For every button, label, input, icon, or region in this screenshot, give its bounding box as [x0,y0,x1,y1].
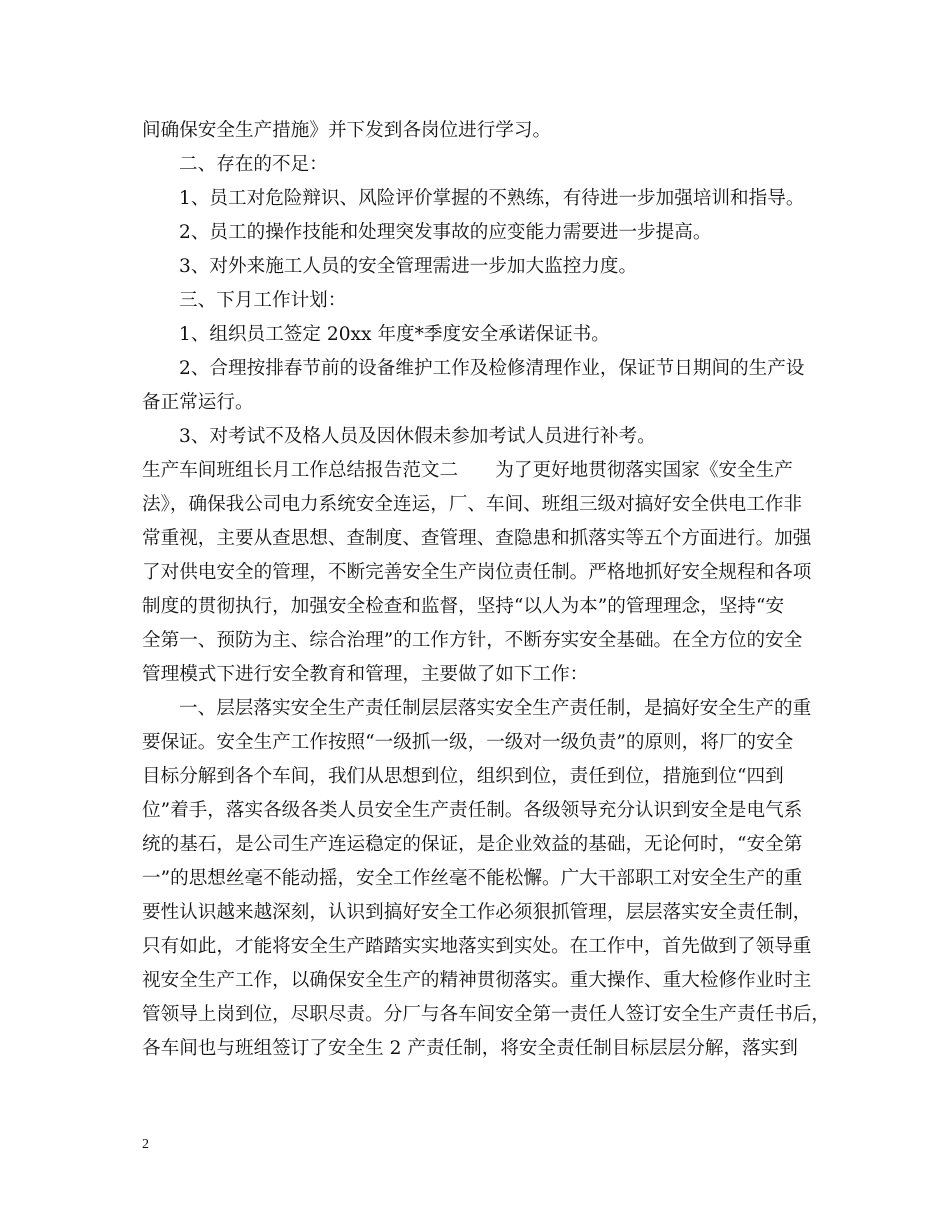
text-line: 管理模式下进行安全教育和管理，主要做了如下工作： [142,664,589,685]
text-line: 一”的思想丝毫不能动摇，安全工作丝毫不能松懈。广大干部职工对安全生产的重 [142,868,803,889]
text-line: 间确保安全生产措施》并下发到各岗位进行学习。 [142,120,552,141]
list-item: 1、组织员工签定 20xx 年度*季度安全承诺保证书。 [179,324,610,345]
list-item: 2、员工的操作技能和处理突发事故的应变能力需要进一步提高。 [179,222,712,243]
list-item: 1、员工对危险辩识、风险评价掌握的不熟练，有待进一步加强培训和指导。 [179,188,805,209]
page-number: 2 [142,1137,149,1152]
text-line: 备正常运行。 [142,392,254,413]
list-item: 3、对外来施工人员的安全管理需进一步加大监控力度。 [179,256,638,277]
text-line: 要保证。安全生产工作按照“一级抓一级，一级对一级负责”的原则，将厂的安全 [142,732,794,753]
text-line: 管领导上岗到位，尽职尽责。分厂与各车间安全第一责任人签订安全生产责任书后， [142,1004,830,1025]
text-line: 法》，确保我公司电力系统安全连运，厂、车间、班组三级对搞好安全供电工作非 [142,494,803,515]
list-item: 2、合理按排春节前的设备维护工作及检修清理作业，保证节日期间的生产设 [179,358,805,379]
text-line: 各车间也与班组签订了安全生 2 产责任制，将安全责任制目标层层分解，落实到 [142,1038,798,1059]
document-body [142,114,842,1066]
text-line: 了对供电安全的管理，不断完善安全生产岗位责任制。严格地抓好安全规程和各项 [142,562,812,583]
text-line: 要性认识越来越深刻，认识到搞好安全工作必须狠抓管理，层层落实安全责任制， [142,902,812,923]
section-heading: 一、层层落实安全生产责任制层层落实安全生产责任制，是搞好安全生产的重 [179,698,812,719]
text-line: 只有如此，才能将安全生产踏踏实实地落实到实处。在工作中，首先做到了领导重 [142,936,812,957]
text-line: 位”着手，落实各级各类人员安全生产责任制。各级领导充分认识到安全是电气系 [142,800,803,821]
text-line: 生产车间班组长月工作总结报告范文二 为了更好地贯彻落实国家《安全生产 [142,460,793,481]
section-heading: 三、下月工作计划： [179,290,347,311]
section-heading: 二、存在的不足： [179,154,328,175]
text-line: 统的基石，是公司生产连运稳定的保证，是企业效益的基础，无论何时，“安全第 [142,834,803,855]
text-line: 视安全生产工作，以确保安全生产的精神贯彻落实。重大操作、重大检修作业时主 [142,970,812,991]
text-line: 常重视，主要从查思想、查制度、查管理、查隐患和抓落实等五个方面进行。加强 [142,528,812,549]
text-line: 目标分解到各个车间，我们从思想到位，组织到位，责任到位，措施到位“四到 [142,766,784,787]
text-line: 全第一、预防为主、综合治理”的工作方针，不断夯实安全基础。在全方位的安全 [142,630,803,651]
text-line: 制度的贯彻执行，加强安全检查和监督，坚持“以人为本”的管理理念，坚持“安 [142,596,785,617]
list-item: 3、对考试不及格人员及因休假未参加考试人员进行补考。 [179,426,656,447]
